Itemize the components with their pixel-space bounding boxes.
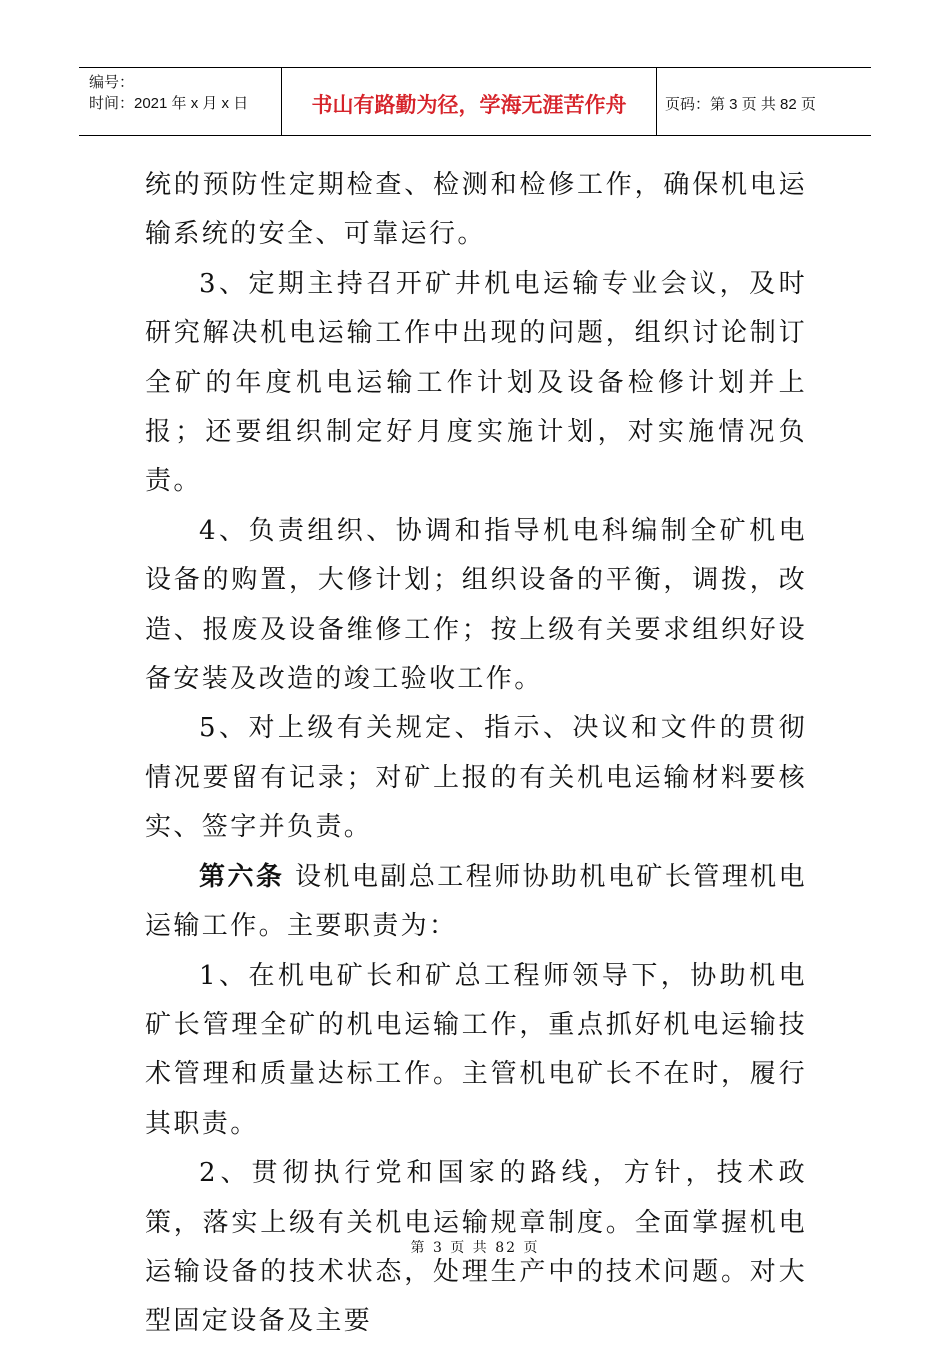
header-page-info: 页码：第 3 页 共 82 页 bbox=[665, 96, 816, 113]
paragraph-duty-1: 1、在机电矿长和矿总工程师领导下，协助机电矿长管理全矿的机电运输工作，重点抓好机电运输技术管理和质量达标工作。主管机电矿长不在时，履行其职责。 bbox=[145, 960, 807, 1139]
paragraph-duty-2: 2、贯彻执行党和国家的路线，方针，技术政策，落实上级有关机电运输规章制度。全面掌握机电运输设备的技术状态，处理生产中的技术问题。对大型固定设备及主要 bbox=[145, 1158, 807, 1337]
article-heading: 第六条 bbox=[199, 861, 285, 892]
paragraph-item-3: 3、定期主持召开矿井机电运输专业会议，及时研究解决机电运输工作中出现的问题，组织讨论制订全矿的年度机电运输工作计划及设备检修计划并上报；还要组织制定好月度实施计划，对实施情况负责。 bbox=[145, 268, 807, 497]
header-meta-cell bbox=[79, 68, 282, 135]
page-footer: 第 3 页 共 82 页 bbox=[410, 1240, 540, 1256]
page-header bbox=[79, 67, 871, 136]
paragraph-item-4: 4、负责组织、协调和指导机电科编制全矿机电设备的购置，大修计划；组织设备的平衡，调拨，改造、报废及设备维修工作；按上级有关要求组织好设备安装及改造的竣工验收工作。 bbox=[145, 515, 807, 695]
article-text: 设机电副总工程师协助机电矿长管理机电运输工作。主要职责为： bbox=[145, 861, 807, 942]
document-number-label: 编号： bbox=[89, 74, 135, 91]
paragraph-item-5: 5、对上级有关规定、指示、决议和文件的贯彻情况要留有记录；对矿上报的有关机电运输材料要核实、签字并负责。 bbox=[145, 713, 807, 843]
document-date-label: 时间：2021 年 x 月 x 日 bbox=[89, 95, 249, 112]
header-motto: 书山有路勤为径，学海无涯苦作舟 bbox=[282, 68, 657, 135]
document-body bbox=[145, 161, 807, 1347]
paragraph-article-6 bbox=[145, 853, 807, 952]
paragraph-continuation: 统的预防性定期检查、检测和检修工作，确保机电运输系统的安全、可靠运行。 bbox=[145, 170, 807, 250]
